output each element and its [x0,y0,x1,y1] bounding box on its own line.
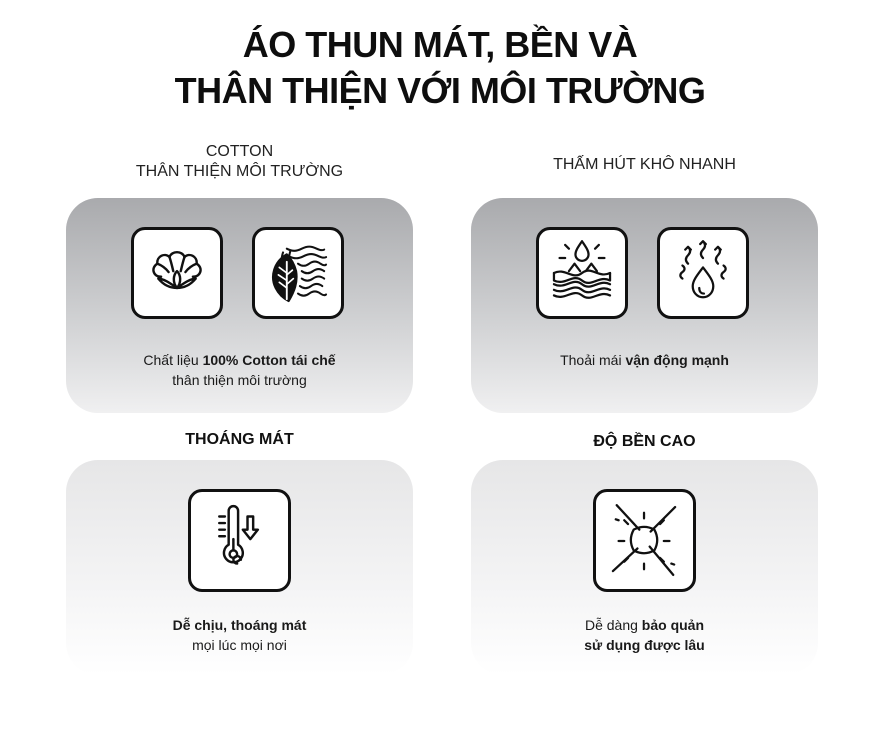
cotton-caption-bold: 100% Cotton tái chế [202,352,336,368]
cool-caption-line1 [66,615,413,635]
cotton-caption-line1 [66,350,413,370]
page-title-line1: ÁO THUN MÁT, BỀN VÀ [242,24,638,65]
durable-caption-prefix: Dễ dàng [584,617,642,633]
page-title [0,22,880,114]
section-heading-cotton-line2: THÂN THIỆN MÔI TRƯỜNG [135,163,344,180]
feature-card-absorb [471,198,818,413]
cool-caption-bold: Dễ chịu, thoáng mát [172,617,307,633]
feature-card-cool [66,460,413,675]
section-heading-cotton [66,142,413,182]
section-heading-cool: THOÁNG MÁT [185,431,294,448]
evaporate-drop-icon [657,227,749,319]
fabric-absorb-drop-icon [536,227,628,319]
durable-shield-icon [593,489,696,592]
cotton-caption-prefix: Chất liệu [143,352,203,368]
eco-leaf-fabric-icon [252,227,344,319]
thermometer-down-icon [188,489,291,592]
feature-card-cotton [66,198,413,413]
section-heading-cotton-line1: COTTON [205,143,274,160]
page-title-line2: THÂN THIỆN VỚI MÔI TRƯỜNG [174,70,706,111]
durable-caption-line2-text: sử dụng được lâu [584,637,705,653]
section-heading-absorb: THẤM HÚT KHÔ NHANH [553,156,736,173]
section-heading-durable: ĐỘ BỀN CAO [593,433,696,450]
cool-caption-line2: mọi lúc mọi nơi [192,637,287,653]
absorb-caption [471,350,818,370]
absorb-caption-bold: vận động mạnh [625,352,729,368]
cotton-caption-line2: thân thiện môi trường [172,372,307,388]
absorb-caption-prefix: Thoải mái [560,352,626,368]
durable-caption-bold: bảo quản [641,617,705,633]
durable-caption-line1 [471,615,818,635]
feature-card-durable [471,460,818,675]
cotton-flower-icon [131,227,223,319]
durable-caption-line2 [471,635,818,655]
